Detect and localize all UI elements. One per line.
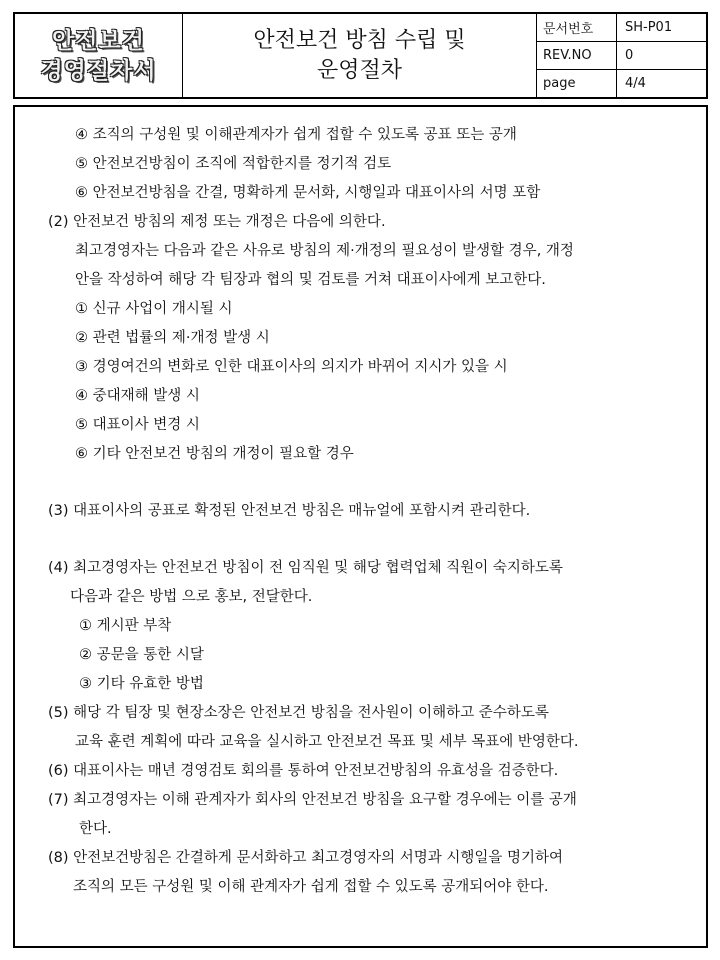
document-meta-table	[537, 14, 706, 97]
section-heading: (2) 안전보건 방침의 제정 또는 개정은 다음에 의한다.	[48, 214, 386, 230]
logo-text-line-2: 경영절차서	[40, 56, 157, 84]
body-line: ④ 조직의 구성원 및 이해관계자가 쉽게 접할 수 있도록 공표 또는 공개	[75, 127, 517, 143]
body-line: 다음과 같은 방법 으로 홍보, 전달한다.	[70, 589, 313, 605]
meta-value: 4/4	[625, 76, 646, 91]
body-line: ① 신규 사업이 개시될 시	[75, 301, 233, 317]
section-heading: (5) 해당 각 팀장 및 현장소장은 안전보건 방침을 전사원이 이해하고 준수하도록	[48, 705, 549, 721]
body-line: ③ 경영여건의 변화로 인한 대표이사의 의지가 바뀌어 지시가 있을 시	[75, 359, 508, 375]
meta-label: page	[537, 70, 617, 97]
body-line: 최고경영자는 다음과 같은 사유로 방침의 제·개정의 필요성이 발생할 경우, 개정	[75, 243, 574, 259]
title-line-2: 운영절차	[316, 57, 402, 83]
meta-label: REV.NO	[537, 42, 617, 69]
body-line: 한다.	[79, 821, 112, 837]
section-heading: (4) 최고경영자는 안전보건 방침이 전 임직원 및 해당 협력업체 직원이 숙지하도록	[48, 560, 563, 576]
meta-row-doc-number	[537, 14, 706, 42]
document-header	[13, 12, 708, 99]
document-title	[183, 14, 537, 97]
title-line-1: 안전보건 방침 수립 및	[253, 27, 466, 53]
body-line: ① 게시판 부착	[79, 618, 172, 634]
section-heading: (3) 대표이사의 공표로 확정된 안전보건 방침은 매뉴얼에 포함시켜 관리한다.	[48, 503, 531, 519]
section-heading: (6) 대표이사는 매년 경영검토 회의를 통하여 안전보건방침의 유효성을 검증한다.	[48, 763, 559, 779]
section-heading: (7) 최고경영자는 이해 관계자가 회사의 안전보건 방침을 요구할 경우에는 이를 공개	[48, 792, 577, 808]
body-line: ⑥ 기타 안전보건 방침의 개정이 필요할 경우	[75, 446, 354, 462]
body-line: ② 공문을 통한 시달	[79, 647, 204, 663]
logo-text-line-1: 안전보건	[52, 26, 145, 54]
body-line: ② 관련 법률의 제·개정 발생 시	[75, 330, 270, 346]
body-line: 교육 훈련 계획에 따라 교육을 실시하고 안전보건 목표 및 세부 목표에 반영한다.	[75, 734, 579, 750]
meta-label: 문서번호	[537, 14, 617, 41]
body-line: ④ 중대재해 발생 시	[75, 388, 200, 404]
meta-row-page	[537, 70, 706, 97]
body-line: ⑤ 안전보건방침이 조직에 적합한지를 정기적 검토	[75, 156, 392, 172]
logo-cell	[15, 14, 183, 97]
section-heading: (8) 안전보건방침은 간결하게 문서화하고 최고경영자의 서명과 시행일을 명기하여	[48, 850, 564, 866]
body-line: 안을 작성하여 해당 각 팀장과 협의 및 검토를 거쳐 대표이사에게 보고한다.	[75, 272, 546, 288]
body-line: ③ 기타 유효한 방법	[79, 676, 204, 692]
meta-row-rev-no	[537, 42, 706, 70]
body-line: 조직의 모든 구성원 및 이해 관계자가 쉽게 접할 수 있도록 공개되어야 한다.	[73, 879, 549, 895]
meta-value: 0	[625, 48, 634, 63]
body-line: ⑤ 대표이사 변경 시	[75, 417, 200, 433]
meta-value: SH-P01	[625, 20, 673, 35]
body-line: ⑥ 안전보건방침을 간결, 명확하게 문서화, 시행일과 대표이사의 서명 포함	[75, 185, 541, 201]
